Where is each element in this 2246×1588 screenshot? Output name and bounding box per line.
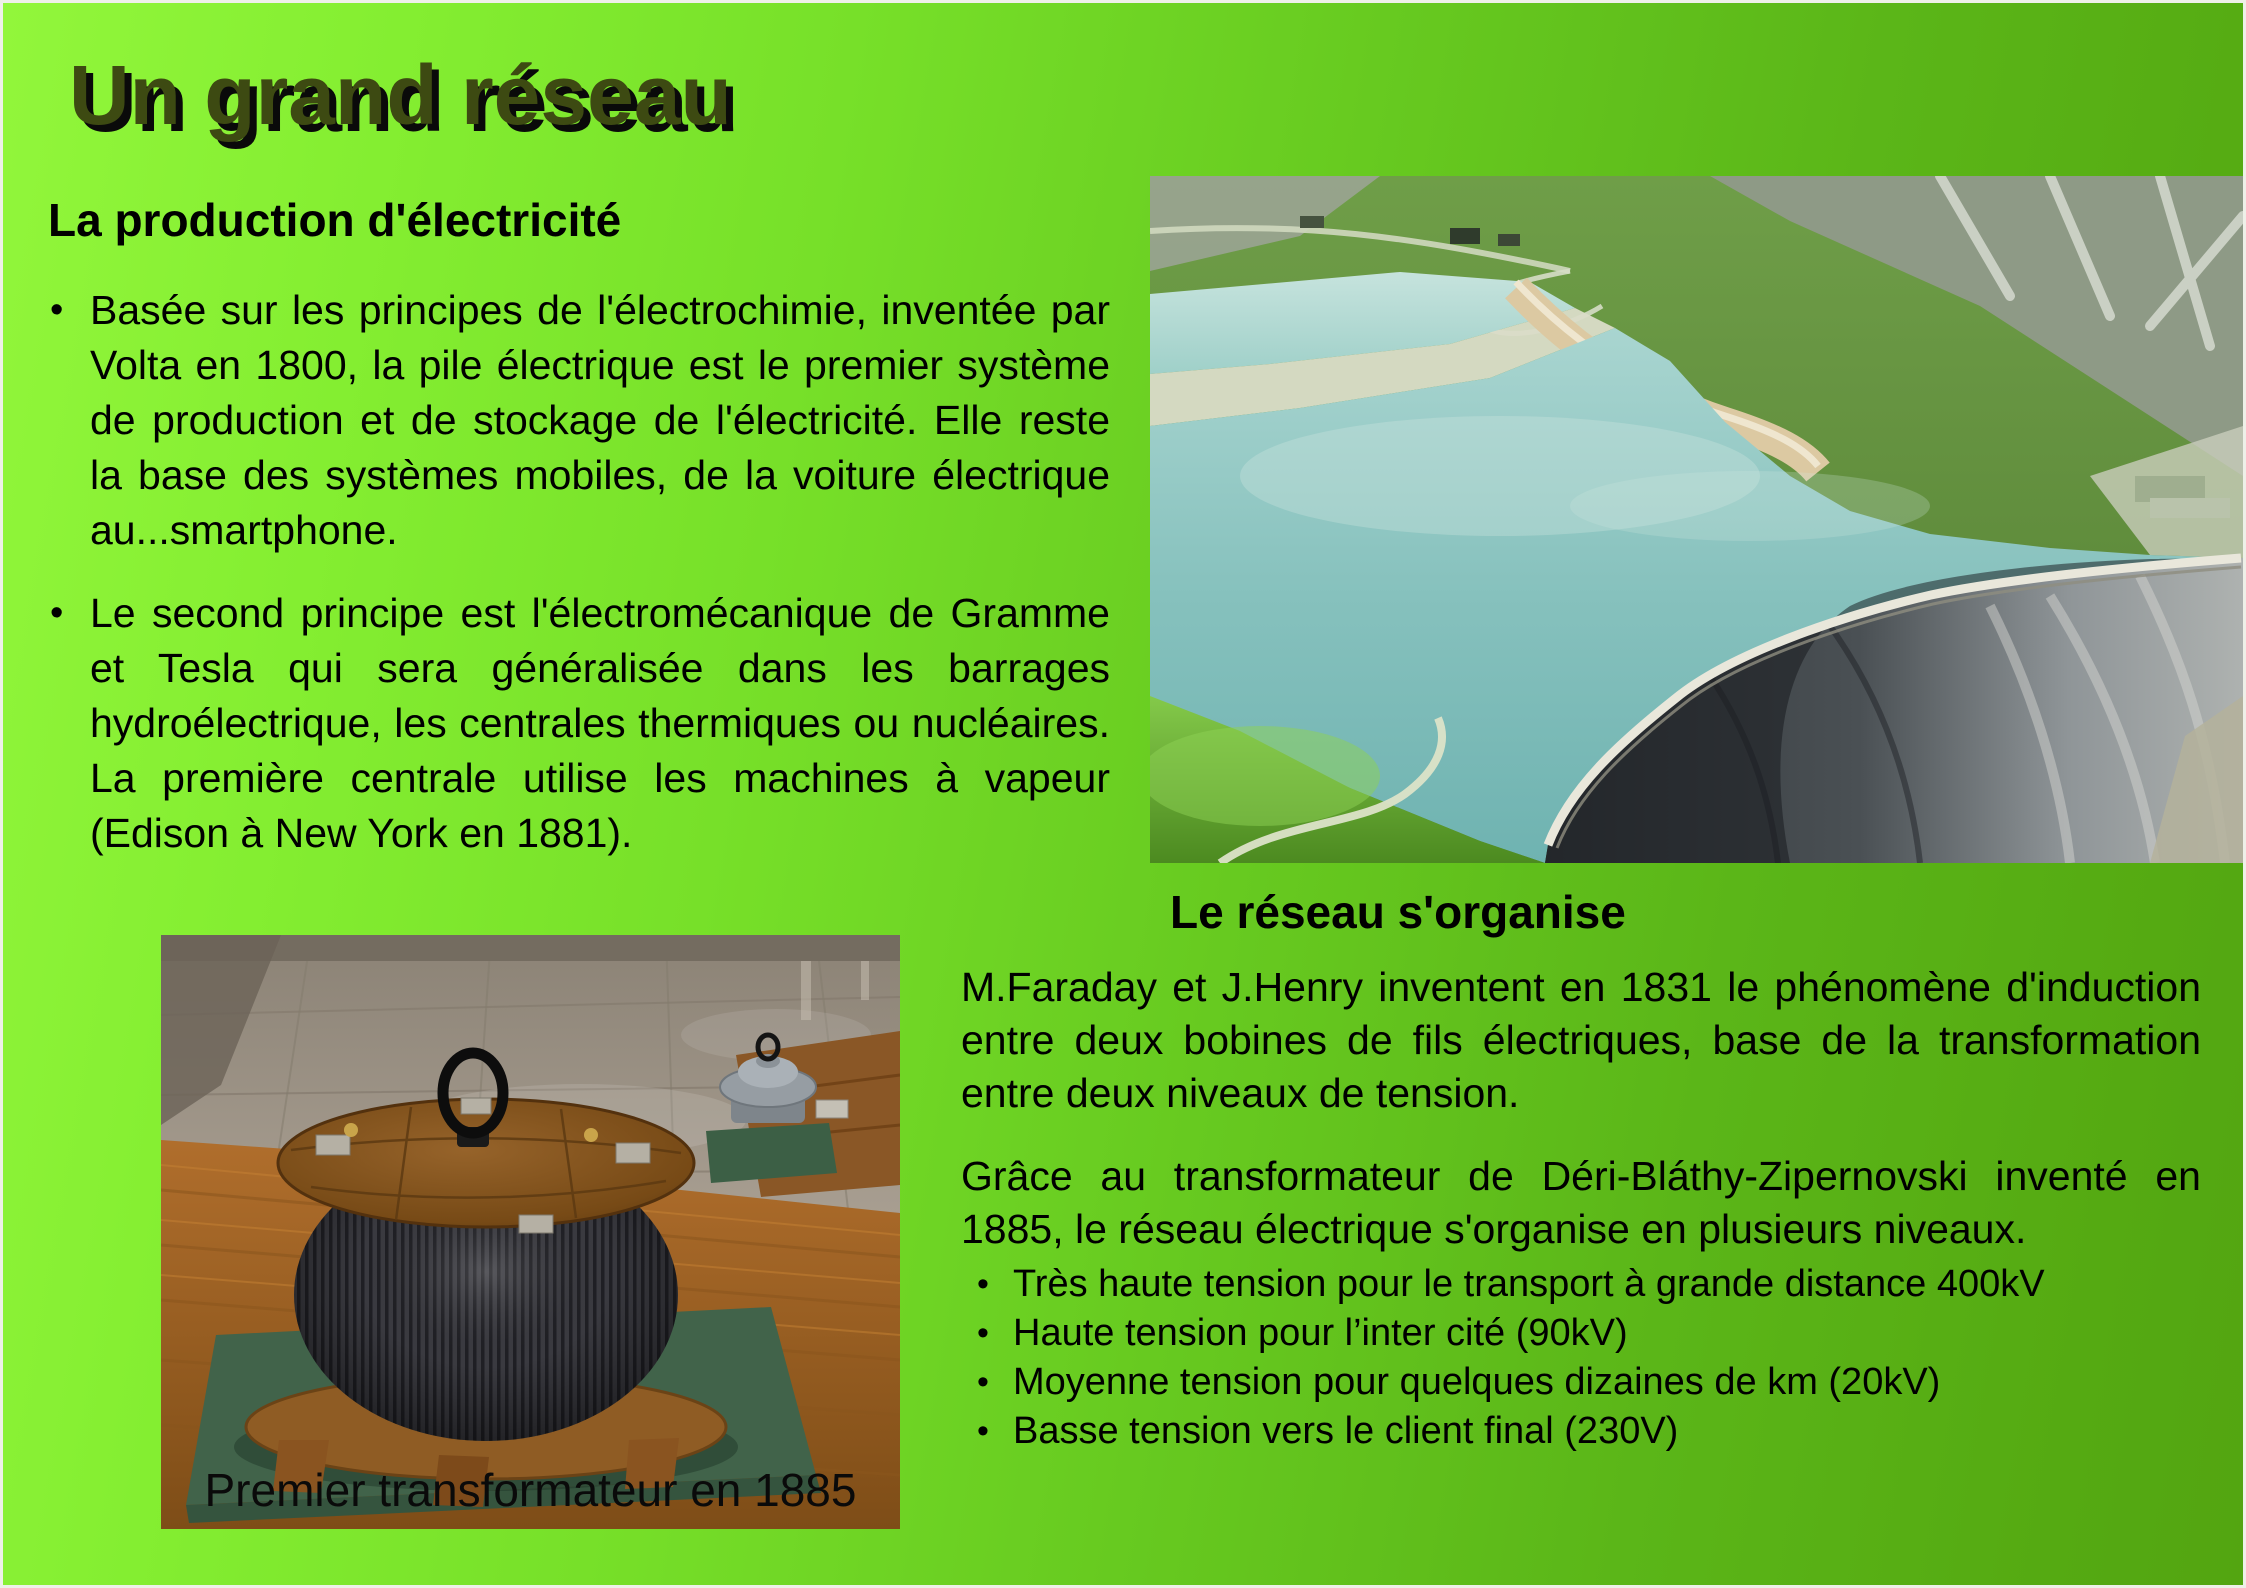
transformer-caption: Premier transformateur en 1885	[204, 1464, 857, 1516]
dam-photo	[1150, 176, 2243, 863]
paragraph: M.Faraday et J.Henry inventent en 1831 le phénomène d'induction entre deux bobines de fils électriques, base de la transformation entre deux niveaux de tension.	[961, 964, 2201, 1116]
bullet-text: Très haute tension pour le transport à grande distance 400kV	[1013, 1263, 2045, 1305]
bullet-marker: •	[977, 1412, 989, 1450]
production-bullet-list	[48, 283, 1110, 889]
list-item	[48, 586, 1110, 861]
bullet-text: Le second principe est l'électromécanique de Gramme et Tesla qui sera généralisée dans les barrages hydroélectrique, les centrales thermiques ou nucléaires. La première centrale utilise les machines à vapeur (Edison à New York en 1881).	[90, 590, 1110, 856]
section-heading-reseau: Le réseau s'organise	[1170, 886, 1626, 938]
paragraph: Grâce au transformateur de Déri-Bláthy-Zipernovski inventé en 1885, le réseau électrique s'organise en plusieurs niveaux.	[961, 1153, 2201, 1252]
list-item	[961, 1309, 2201, 1358]
reseau-text-block	[961, 961, 2201, 1456]
transformer-photo	[161, 935, 900, 1529]
list-item	[48, 283, 1110, 558]
bullet-marker: •	[50, 592, 64, 634]
bullet-marker: •	[977, 1314, 989, 1352]
bullet-marker: •	[977, 1265, 989, 1303]
bullet-text: Basée sur les principes de l'électrochimie, inventée par Volta en 1800, la pile électrique est le premier système de production et de stockage de l'électricité. Elle reste la base des systèmes mobiles, de la voiture électrique au...smartphone.	[90, 287, 1110, 553]
bullet-text: Moyenne tension pour quelques dizaines de km (20kV)	[1013, 1361, 1941, 1403]
bullet-text: Basse tension vers le client final (230V)	[1013, 1410, 1679, 1452]
dam-illustration	[1150, 176, 2243, 863]
bullet-marker: •	[50, 289, 64, 331]
section-heading-production: La production d'électricité	[48, 194, 622, 246]
bullet-text: Haute tension pour l’inter cité (90kV)	[1013, 1312, 1628, 1354]
bullet-marker: •	[977, 1363, 989, 1401]
tension-levels-list	[961, 1260, 2201, 1456]
transformer-illustration	[161, 935, 900, 1529]
list-item	[961, 1260, 2201, 1309]
slide-title: Un grand réseau	[69, 48, 732, 142]
list-item	[961, 1358, 2201, 1407]
list-item	[961, 1407, 2201, 1456]
